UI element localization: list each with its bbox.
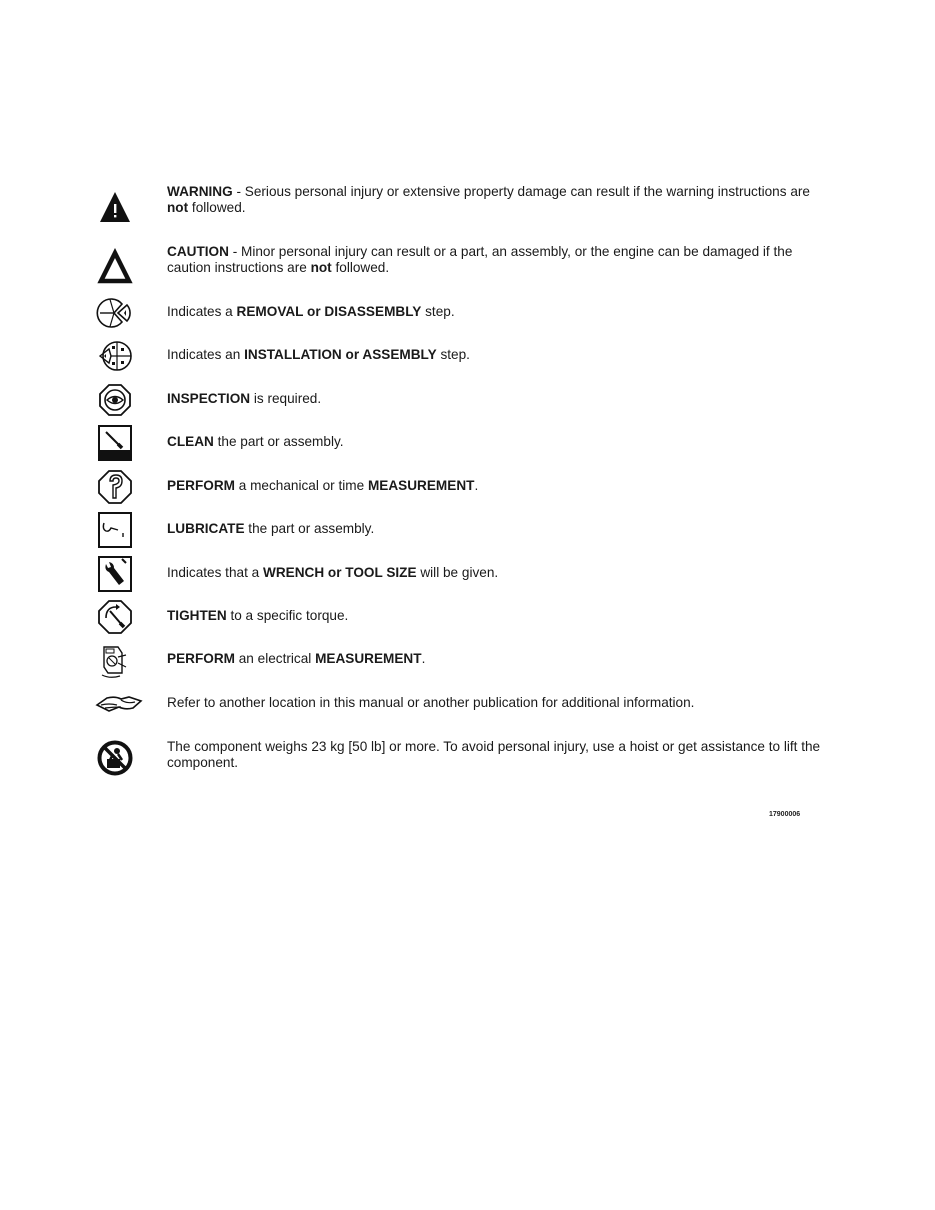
symbol-description: CLEAN the part or assembly. (167, 434, 344, 449)
refer-book-icon (95, 685, 143, 723)
symbol-description: The component weighs 23 kg [50 lb] or more. To avoid personal injury, use a hoist or get assistance to lift the component. (167, 739, 821, 770)
symbol-description: WARNING - Serious personal injury or extensive property damage can result if the warning instructions are not followed. (167, 184, 810, 215)
figure-id: 17900006 (769, 811, 801, 818)
clean-icon (96, 424, 134, 462)
installation-assembly-icon (96, 337, 134, 375)
torque-icon (96, 598, 134, 636)
wrench-tool-size-icon (96, 555, 134, 593)
caution-outline-triangle-icon (96, 248, 134, 286)
symbol-description: Indicates that a WRENCH or TOOL SIZE will be given. (167, 565, 499, 580)
symbol-description: TIGHTEN to a specific torque. (167, 608, 349, 623)
symbol-description: PERFORM an electrical MEASUREMENT. (167, 651, 426, 666)
symbol-description: LUBRICATE the part or assembly. (167, 521, 375, 536)
symbol-description: CAUTION - Minor personal injury can result or a part, an assembly, or the engine can be damaged if the caution instructions are not followed. (167, 244, 793, 275)
symbol-description: Indicates an INSTALLATION or ASSEMBLY step. (167, 347, 470, 362)
symbol-description: INSPECTION is required. (167, 391, 322, 406)
symbol-description: PERFORM a mechanical or time MEASUREMENT. (167, 478, 479, 493)
electrical-measurement-icon (96, 643, 134, 681)
heavy-lift-icon (96, 739, 134, 777)
symbol-description: Indicates a REMOVAL or DISASSEMBLY step. (167, 304, 455, 319)
symbol-description: Refer to another location in this manual or another publication for additional information. (167, 695, 695, 710)
mechanical-measurement-icon (96, 468, 134, 506)
inspection-eye-icon (96, 381, 134, 419)
removal-disassembly-icon (96, 294, 134, 332)
lubricate-icon (96, 511, 134, 549)
warning-filled-triangle-icon (96, 188, 134, 226)
